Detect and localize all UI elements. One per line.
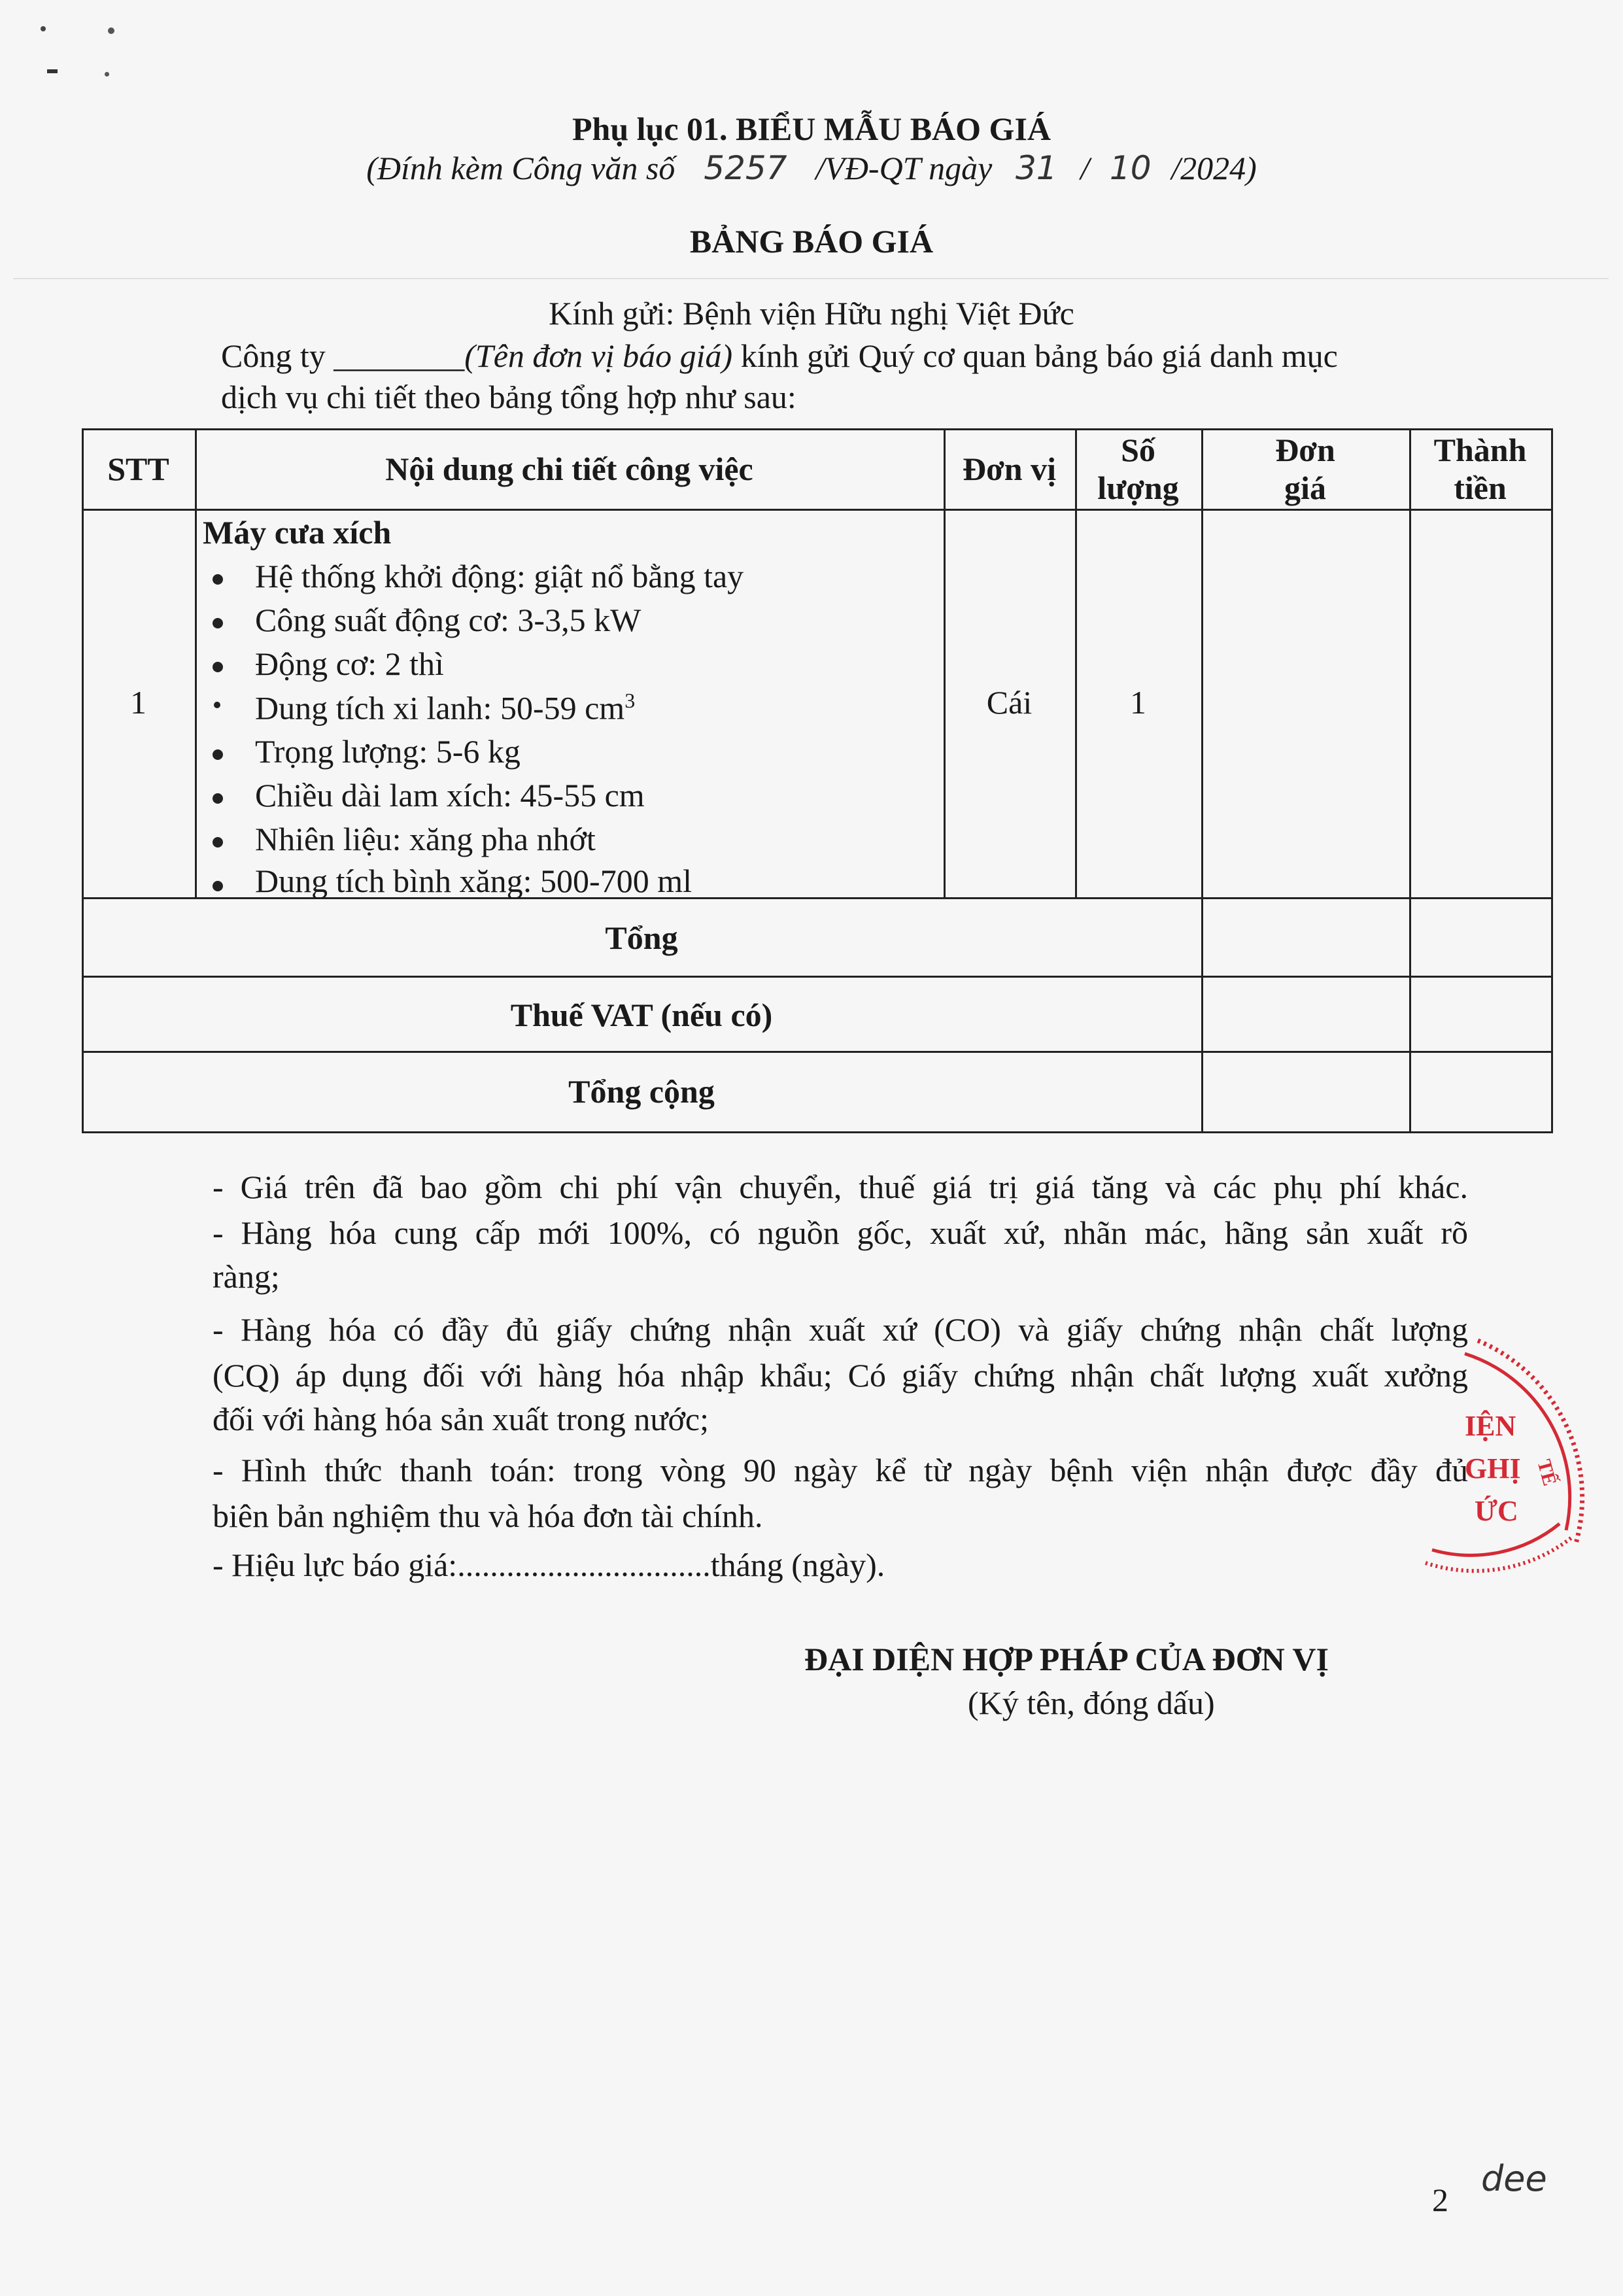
intro-line-2: dịch vụ chi tiết theo bảng tổng hợp như sau: (221, 379, 796, 415)
header-total (1409, 431, 1551, 507)
header-content: Nội dung chi tiết công việc (385, 451, 753, 487)
company-placeholder: (Tên đơn vị báo giá) (464, 337, 733, 374)
greeting: Kính gửi: Bệnh viện Hữu nghị Việt Đức (549, 295, 1074, 332)
row-unit: Cái (986, 684, 1033, 721)
bullet-icon (213, 662, 223, 672)
header-qty (1075, 431, 1201, 507)
attach-prefix: (Đính kèm Công văn số (366, 150, 675, 186)
header-stt: STT (107, 451, 169, 487)
header-total-line1: Thành (1433, 432, 1527, 468)
stamp-text-side: TẾ (1533, 1457, 1561, 1488)
note-2b: ràng; (213, 1258, 280, 1295)
stamp-text-1: IỆN (1465, 1410, 1516, 1442)
intro-text: kính gửi Quý cơ quan bảng báo giá danh mục (732, 337, 1338, 374)
superscript: 3 (624, 689, 636, 712)
appendix-title (0, 110, 1623, 148)
note-1: - Giá trên đã bao gồm chi phí vận chuyển, thuế giá trị giá tăng và các phụ phí khác. (213, 1169, 1468, 1205)
header-qty-line1: Số (1121, 432, 1155, 468)
month: 10 (1109, 149, 1152, 187)
doc-number: 5257 (704, 149, 787, 187)
note-3c: đối với hàng hóa sản xuất trong nước; (213, 1401, 709, 1437)
note-2a: - Hàng hóa cung cấp mới 100%, có nguồn gốc, xuất xứ, nhãn mác, hãng sản xuất rõ (213, 1214, 1468, 1251)
note-4b: biên bản nghiệm thu và hóa đơn tài chính. (213, 1498, 763, 1534)
header-price-line1: Đơn (1275, 432, 1335, 468)
document-title: BẢNG BÁO GIÁ (689, 223, 934, 260)
table-line (82, 1131, 1553, 1133)
table-line (1409, 428, 1411, 1133)
header-price (1201, 431, 1409, 507)
table-line (82, 976, 1553, 978)
table-line (944, 428, 946, 897)
table-line (195, 428, 197, 897)
note-5: - Hiệu lực báo giá:...............................tháng (ngày). (213, 1547, 885, 1583)
scan-mark (41, 26, 46, 31)
feature-7: Nhiên liệu: xăng pha nhớt (255, 821, 596, 857)
header-qty-line2: lượng (1097, 470, 1179, 506)
item-name: Máy cưa xích (203, 514, 392, 551)
bullet-icon (213, 749, 223, 760)
page-number: 2 (1432, 2182, 1448, 2218)
row-stt: 1 (130, 684, 146, 721)
bullet-icon (213, 793, 223, 804)
quotation-table (82, 428, 1553, 1133)
note-3b: (CQ) áp dụng đối với hàng hóa nhập khẩu; Có giấy chứng nhận chất lượng xuất xưởng (213, 1357, 1468, 1394)
stamp-text-3: ỨC (1475, 1495, 1518, 1527)
note-4a: - Hình thức thanh toán: trong vòng 90 ngày kể từ ngày bệnh viện nhận được đầy đủ (213, 1452, 1468, 1488)
scan-line (13, 278, 1609, 279)
attach-mid: /VĐ-QT ngày (815, 150, 993, 186)
grand-total-label: Tổng cộng (568, 1073, 715, 1110)
table-line (82, 509, 1553, 511)
subtotal-label: Tổng (605, 919, 678, 956)
appendix-title-main: BIỂU MẪU BÁO GIÁ (736, 111, 1051, 147)
appendix-title-prefix: Phụ lục 01. (572, 111, 736, 147)
bullet-icon (213, 881, 223, 891)
feature-3: Động cơ: 2 thì (255, 645, 444, 682)
header-unit: Đơn vị (963, 451, 1056, 487)
year: /2024) (1171, 150, 1257, 186)
attachment-line (0, 149, 1623, 187)
note-3a: - Hàng hóa có đầy đủ giấy chứng nhận xuất xứ (CO) và giấy chứng nhận chất lượng (213, 1311, 1468, 1348)
table-line (82, 428, 1553, 430)
signature-subtitle: (Ký tên, đóng dấu) (968, 1685, 1215, 1721)
scan-mark (47, 69, 58, 73)
red-stamp (1419, 1314, 1589, 1602)
header-total-line2: tiền (1454, 470, 1507, 506)
row-qty: 1 (1130, 684, 1146, 721)
table-line (1201, 428, 1203, 1133)
feature-4-text: Dung tích xi lanh: 50-59 cm (255, 689, 625, 727)
date-sep: / (1080, 150, 1090, 186)
bullet-icon (213, 574, 223, 585)
bullet-icon (214, 702, 220, 708)
intro-line-1 (221, 337, 1338, 375)
header-price-line2: giá (1284, 470, 1326, 506)
initials-signature: dee (1481, 2158, 1547, 2199)
table-line (82, 1051, 1553, 1053)
feature-6: Chiều dài lam xích: 45-55 cm (255, 777, 645, 814)
feature-1: Hệ thống khởi động: giật nổ bằng tay (255, 558, 744, 594)
vat-label: Thuế VAT (nếu có) (510, 997, 773, 1033)
feature-5: Trọng lượng: 5-6 kg (255, 733, 521, 770)
stamp-text-2: GHỊ (1465, 1452, 1521, 1484)
feature-2: Công suất động cơ: 3-3,5 kW (255, 602, 641, 638)
signature-title: ĐẠI DIỆN HỢP PHÁP CỦA ĐƠN VỊ (804, 1641, 1329, 1677)
company-blank: Công ty ________ (221, 337, 465, 374)
scan-mark (108, 27, 114, 34)
bullet-icon (213, 618, 223, 628)
scan-mark (105, 72, 109, 77)
feature-8: Dung tích bình xăng: 500-700 ml (255, 863, 692, 899)
day: 31 (1015, 149, 1057, 187)
table-line (1551, 428, 1553, 1133)
feature-4 (255, 689, 635, 727)
bullet-icon (213, 837, 223, 848)
